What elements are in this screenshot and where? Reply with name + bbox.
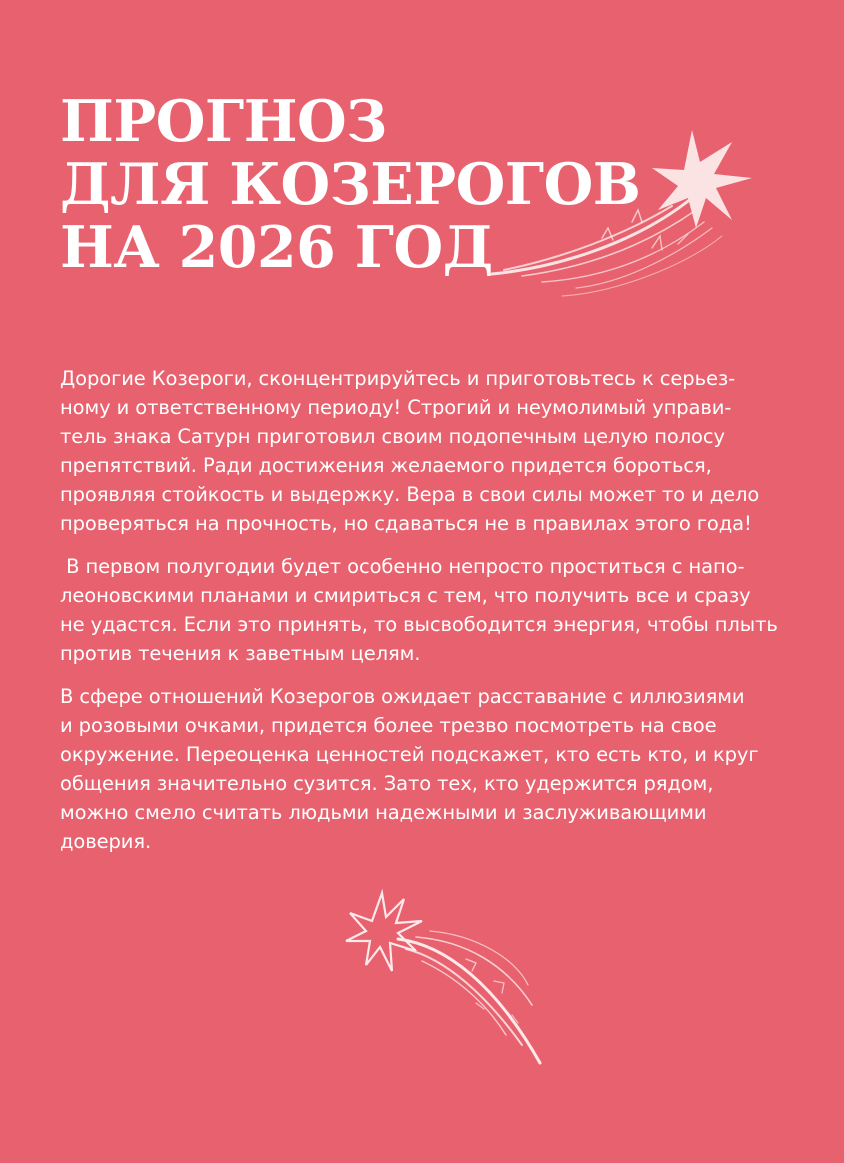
paragraph-line: В первом полугодии будет особенно непросто проститься с напо-	[60, 555, 745, 578]
paragraph-line: можно смело считать людьми надежными и заслуживающими	[60, 801, 707, 824]
paragraph-line: проверяться на прочность, но сдаваться не в правилах этого года!	[60, 512, 752, 535]
paragraph-line: общения значительно сузится. Зато тех, кто удержится рядом,	[60, 772, 714, 795]
title-line-2: ДЛЯ КОЗЕРОГОВ	[60, 151, 641, 218]
paragraph-line: В сфере отношений Козерогов ожидает расставание с иллюзиями	[60, 685, 745, 708]
shooting-star-icon	[482, 118, 772, 318]
paragraph-line: тель знака Сатурн приготовил своим подопечным целую полосу	[60, 425, 725, 448]
paragraph-line: окружение. Переоценка ценностей подскажет, кто есть кто, и круг	[60, 743, 759, 766]
paragraph-line: не удастся. Если это принять, то высвободится энергия, чтобы плыть	[60, 613, 778, 636]
paragraph-line: и розовыми очками, придется более трезво посмотреть на свое	[60, 714, 717, 737]
paragraph-line: препятствий. Ради достижения желаемого придется бороться,	[60, 454, 712, 477]
paragraph-line: против течения к заветным целям.	[60, 642, 421, 665]
article-body	[60, 364, 780, 870]
paragraph-line: ному и ответственному периоду! Строгий и неумолимый управи-	[60, 396, 732, 419]
title-line-1: ПРОГНОЗ	[60, 88, 387, 155]
paragraph-line: доверия.	[60, 830, 152, 853]
paragraph-1	[60, 364, 780, 538]
paragraph-2	[60, 552, 780, 668]
title-line-3: НА 2026 ГОД	[60, 214, 493, 281]
paragraph-line: леоновскими планами и смириться с тем, что получить все и сразу	[60, 584, 751, 607]
paragraph-line: Дорогие Козероги, сконцентрируйтесь и приготовьтесь к серьез-	[60, 367, 736, 390]
paragraph-3	[60, 682, 780, 856]
paragraph-line: проявляя стойкость и выдержку. Вера в свои силы может то и дело	[60, 483, 760, 506]
shooting-star-icon	[326, 885, 556, 1075]
